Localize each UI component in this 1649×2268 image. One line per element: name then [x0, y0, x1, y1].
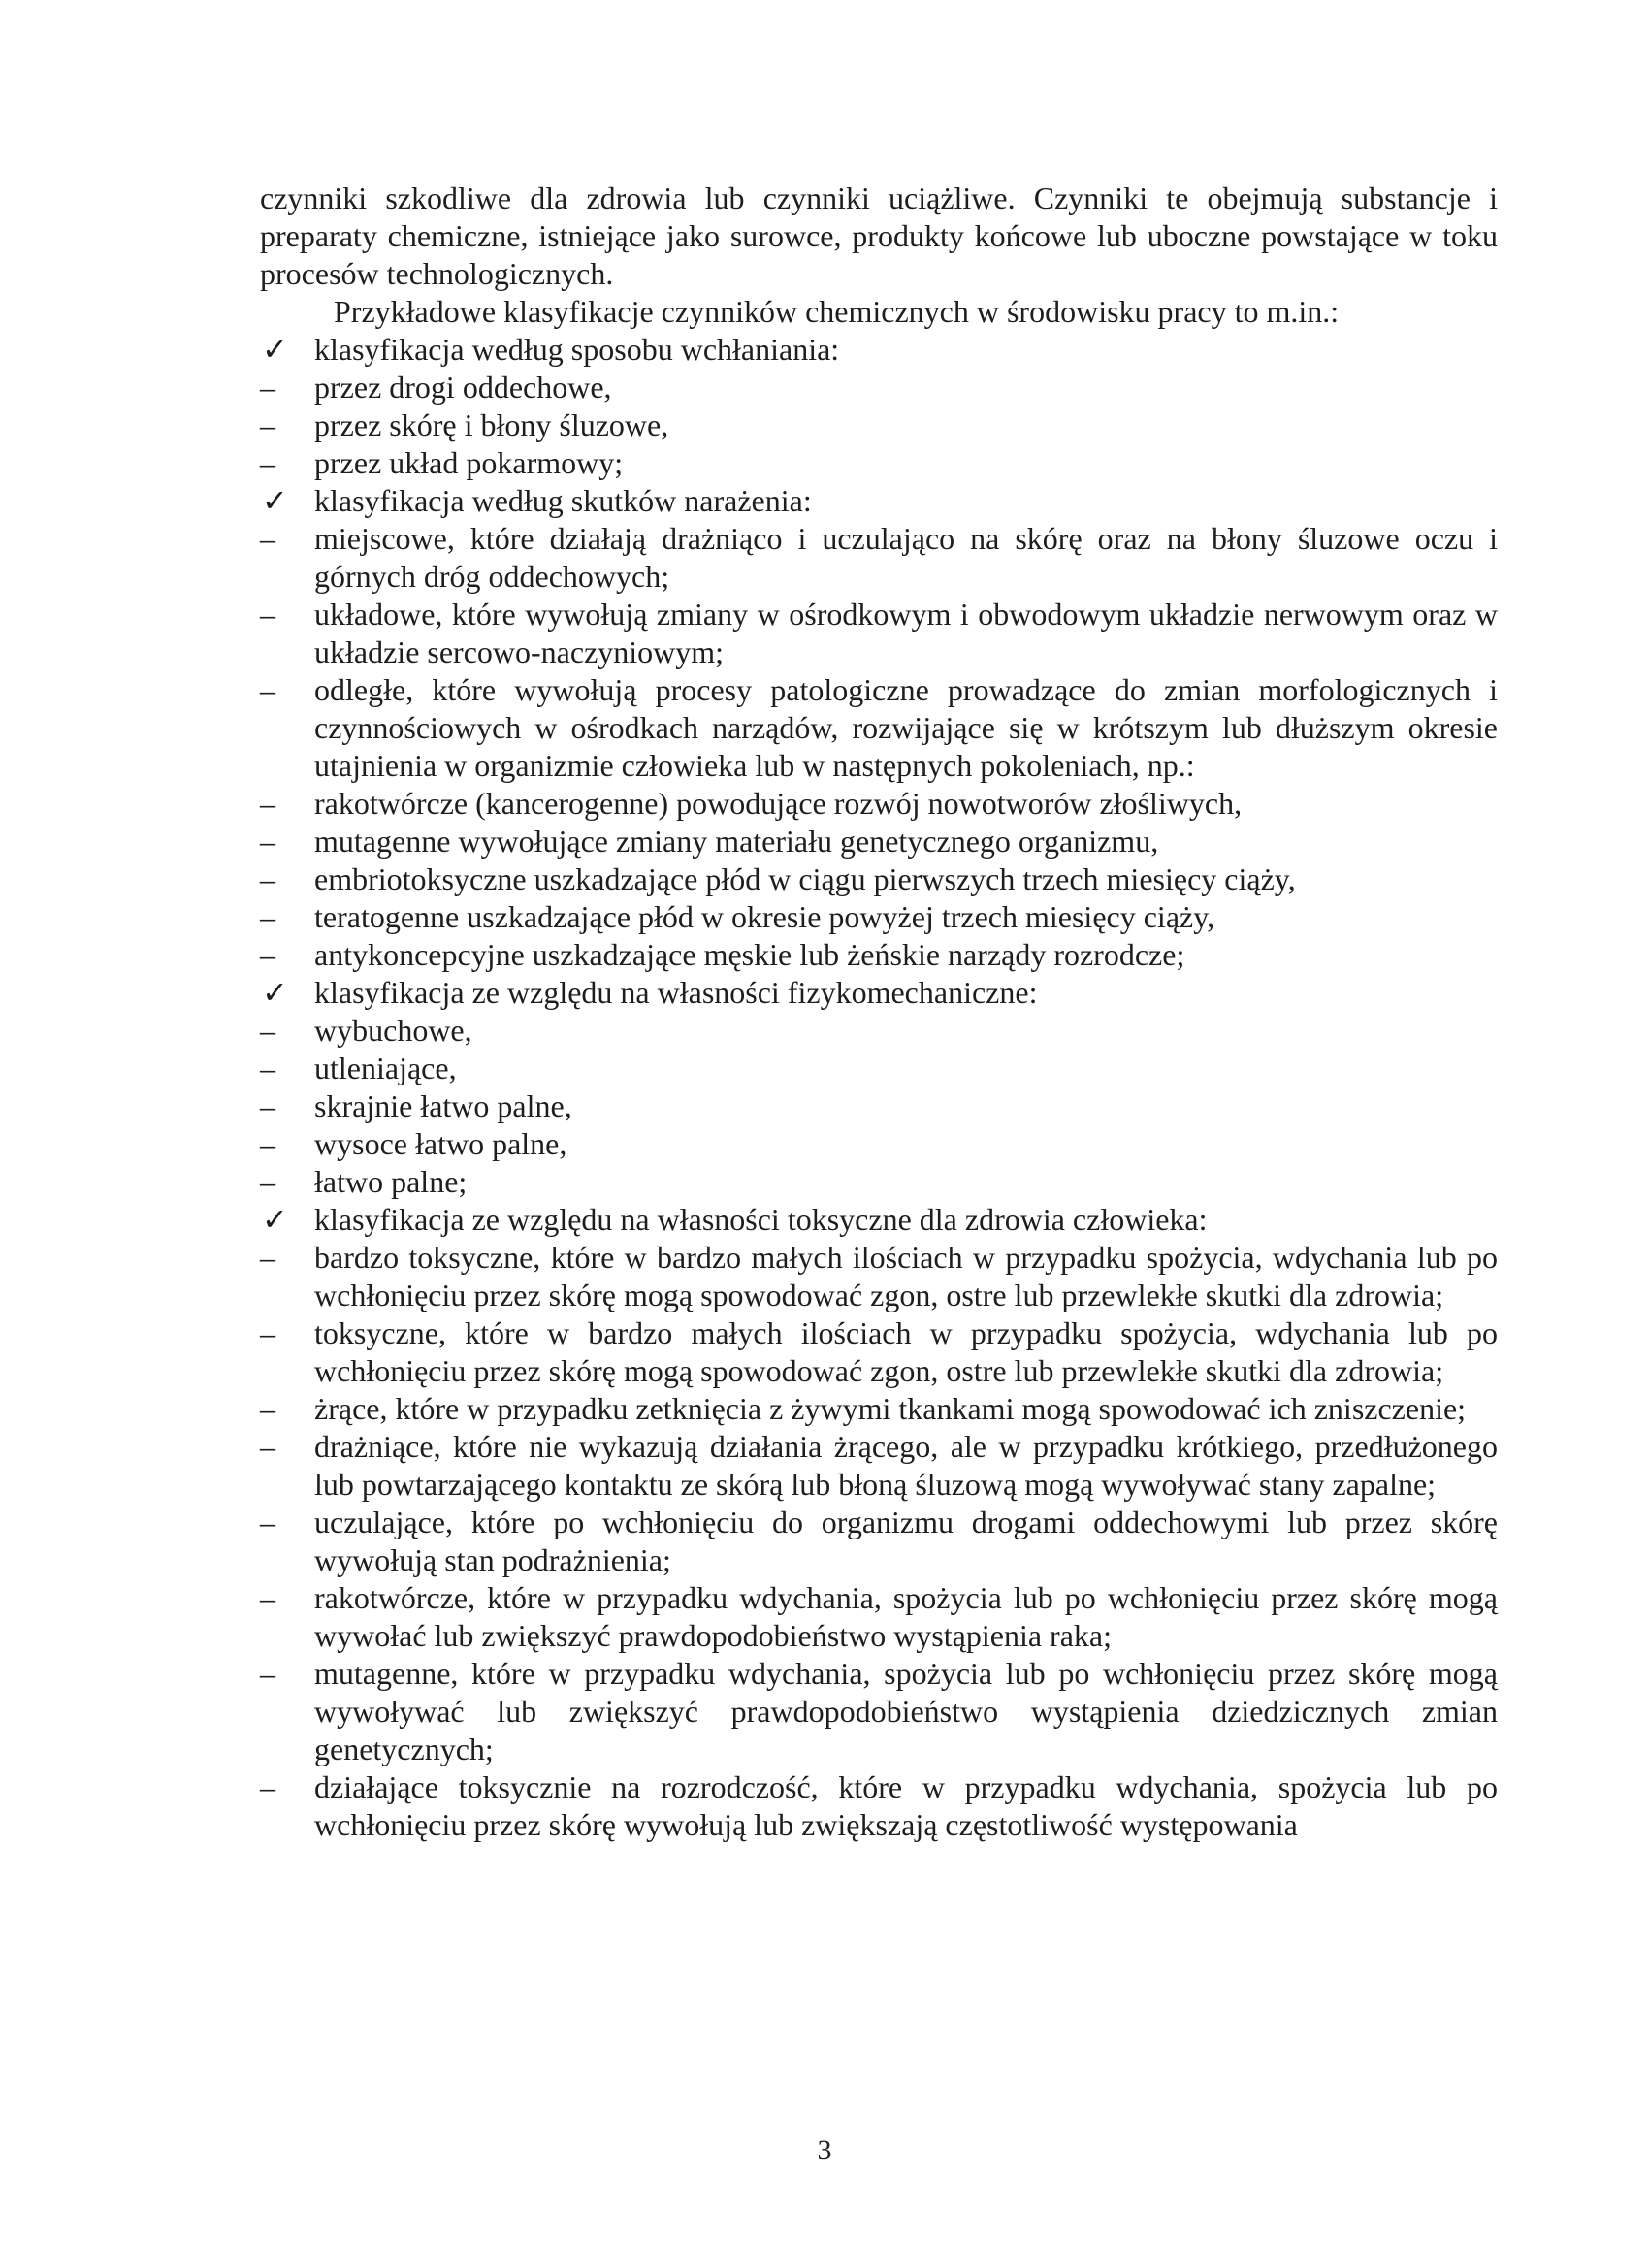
- dash-bullet: –: [260, 1240, 275, 1275]
- list-item-text: wybuchowe,: [314, 1013, 472, 1048]
- list-item-text: klasyfikacja ze względu na własności toksyczne dla zdrowia człowieka:: [314, 1202, 1208, 1237]
- list-item: [260, 1163, 1498, 1201]
- dash-bullet: –: [260, 672, 275, 707]
- classification-heading-item: [260, 974, 1498, 1012]
- checkmark-icon: ✓: [262, 483, 288, 518]
- classification-heading-item: [260, 482, 1498, 520]
- dash-bullet: –: [260, 1505, 275, 1539]
- dash-bullet: –: [260, 861, 275, 896]
- dash-bullet: –: [260, 1580, 275, 1615]
- list-item-text: embriotoksyczne uszkadzające płód w ciągu pierwszych trzech miesięcy ciąży,: [314, 861, 1296, 896]
- list-item: [260, 1579, 1498, 1655]
- dash-bullet: –: [260, 1088, 275, 1123]
- classification-heading-item: [260, 1201, 1498, 1239]
- list-item: [260, 1768, 1498, 1844]
- list-item: [260, 785, 1498, 823]
- list-item-text: układowe, które wywołują zmiany w ośrodkowym i obwodowym układzie nerwowym oraz w układzie sercowo-naczyniowym;: [314, 597, 1498, 669]
- list-item-text: przez drogi oddechowe,: [314, 370, 612, 405]
- list-item: [260, 898, 1498, 936]
- list-item-text: mutagenne, które w przypadku wdychania, spożycia lub po wchłonięciu przez skórę mogą wywoływać lub zwiększyć prawdopodobieństwo wystąpienia dziedzicznych zmian genetycznych;: [314, 1656, 1498, 1766]
- list-item: [260, 444, 1498, 482]
- list-item: [260, 1012, 1498, 1050]
- list-item-text: rakotwórcze (kancerogenne) powodujące rozwój nowotworów złośliwych,: [314, 786, 1243, 821]
- dash-bullet: –: [260, 1164, 275, 1199]
- list-item: [260, 1655, 1498, 1768]
- list-item: [260, 369, 1498, 406]
- intro-paragraph: czynniki szkodliwe dla zdrowia lub czynniki uciążliwe. Czynniki te obejmują substancje i preparaty chemiczne, istniejące jako surowce, produkty końcowe lub uboczne powstające w toku procesów technologicznych.: [260, 180, 1498, 291]
- dash-bullet: –: [260, 407, 275, 442]
- list-item: [260, 860, 1498, 898]
- dash-bullet: –: [260, 1656, 275, 1691]
- classification-intro: Przykładowe klasyfikacje czynników chemicznych w środowisku pracy to m.in.:: [334, 294, 1340, 329]
- classification-list: [260, 331, 1498, 1844]
- dash-bullet: –: [260, 1013, 275, 1048]
- list-item-text: utleniające,: [314, 1051, 457, 1085]
- list-item-text: drażniące, które nie wykazują działania żrącego, ale w przypadku krótkiego, przedłużonego lub powtarzającego kontaktu ze skórą lub błoną śluzową mogą wywoływać stany zapalne;: [314, 1429, 1498, 1502]
- list-item-text: działające toksycznie na rozrodczość, które w przypadku wdychania, spożycia lub po wchłonięciu przez skórę wywołują lub zwiększają częstotliwość występowania: [314, 1769, 1498, 1842]
- dash-bullet: –: [260, 1051, 275, 1085]
- list-item-text: klasyfikacja ze względu na własności fizykomechaniczne:: [314, 975, 1038, 1010]
- dash-bullet: –: [260, 1391, 275, 1426]
- list-item: [260, 823, 1498, 860]
- list-item-text: antykoncepcyjne uszkadzające męskie lub żeńskie narządy rozrodcze;: [314, 937, 1185, 972]
- list-item-text: przez układ pokarmowy;: [314, 445, 624, 480]
- list-item-text: mutagenne wywołujące zmiany materiału genetycznego organizmu,: [314, 824, 1159, 859]
- dash-bullet: –: [260, 1315, 275, 1350]
- list-item: [260, 1428, 1498, 1504]
- dash-bullet: –: [260, 1429, 275, 1464]
- list-item-text: teratogenne uszkadzające płód w okresie powyżej trzech miesięcy ciąży,: [314, 899, 1215, 934]
- dash-bullet: –: [260, 445, 275, 480]
- list-item: [260, 1390, 1498, 1428]
- document-body: [260, 179, 1498, 1844]
- list-item-text: odległe, które wywołują procesy patologiczne prowadzące do zmian morfologicznych i czynnościowych w ośrodkach narządów, rozwijające się w krótszym lub dłuższym okresie utajnienia w organizmie człowieka lub w następnych pokoleniach, np.:: [314, 672, 1498, 783]
- list-item-text: przez skórę i błony śluzowe,: [314, 407, 669, 442]
- list-item: [260, 936, 1498, 974]
- list-item-text: miejscowe, które działają drażniąco i uczulająco na skórę oraz na błony śluzowe oczu i górnych dróg oddechowych;: [314, 521, 1498, 594]
- list-item: [260, 1239, 1498, 1314]
- list-item: [260, 1087, 1498, 1125]
- list-item-text: skrajnie łatwo palne,: [314, 1088, 572, 1123]
- list-item-text: wysoce łatwo palne,: [314, 1126, 567, 1161]
- list-item: [260, 406, 1498, 444]
- list-item: [260, 671, 1498, 785]
- dash-bullet: –: [260, 899, 275, 934]
- list-item: [260, 1125, 1498, 1163]
- dash-bullet: –: [260, 937, 275, 972]
- list-item: [260, 520, 1498, 596]
- list-item: [260, 1504, 1498, 1579]
- page-number: 3: [817, 2134, 832, 2166]
- dash-bullet: –: [260, 597, 275, 632]
- list-item-text: bardzo toksyczne, które w bardzo małych ilościach w przypadku spożycia, wdychania lub po wchłonięciu przez skórę mogą spowodować zgon, ostre lub przewlekłe skutki dla zdrowia;: [314, 1240, 1498, 1312]
- list-item-text: klasyfikacja według skutków narażenia:: [314, 483, 812, 518]
- list-item-text: żrące, które w przypadku zetknięcia z żywymi tkankami mogą spowodować ich zniszczenie;: [314, 1391, 1467, 1426]
- dash-bullet: –: [260, 786, 275, 821]
- checkmark-icon: ✓: [262, 1202, 288, 1237]
- list-item: [260, 1050, 1498, 1087]
- checkmark-icon: ✓: [262, 332, 288, 367]
- dash-bullet: –: [260, 521, 275, 556]
- list-item: [260, 596, 1498, 671]
- list-item-text: uczulające, które po wchłonięciu do organizmu drogami oddechowymi lub przez skórę wywołują stan podrażnienia;: [314, 1505, 1498, 1577]
- list-item: [260, 1314, 1498, 1390]
- list-item-text: łatwo palne;: [314, 1164, 468, 1199]
- classification-heading-item: [260, 331, 1498, 369]
- list-item-text: toksyczne, które w bardzo małych ilościach w przypadku spożycia, wdychania lub po wchłonięciu przez skórę mogą spowodować zgon, ostre lub przewlekłe skutki dla zdrowia;: [314, 1315, 1498, 1388]
- dash-bullet: –: [260, 370, 275, 405]
- dash-bullet: –: [260, 824, 275, 859]
- dash-bullet: –: [260, 1126, 275, 1161]
- dash-bullet: –: [260, 1769, 275, 1804]
- checkmark-icon: ✓: [262, 975, 288, 1010]
- list-item-text: klasyfikacja według sposobu wchłaniania:: [314, 332, 840, 367]
- list-item-text: rakotwórcze, które w przypadku wdychania, spożycia lub po wchłonięciu przez skórę mogą wywołać lub zwiększyć prawdopodobieństwo wystąpienia raka;: [314, 1580, 1498, 1653]
